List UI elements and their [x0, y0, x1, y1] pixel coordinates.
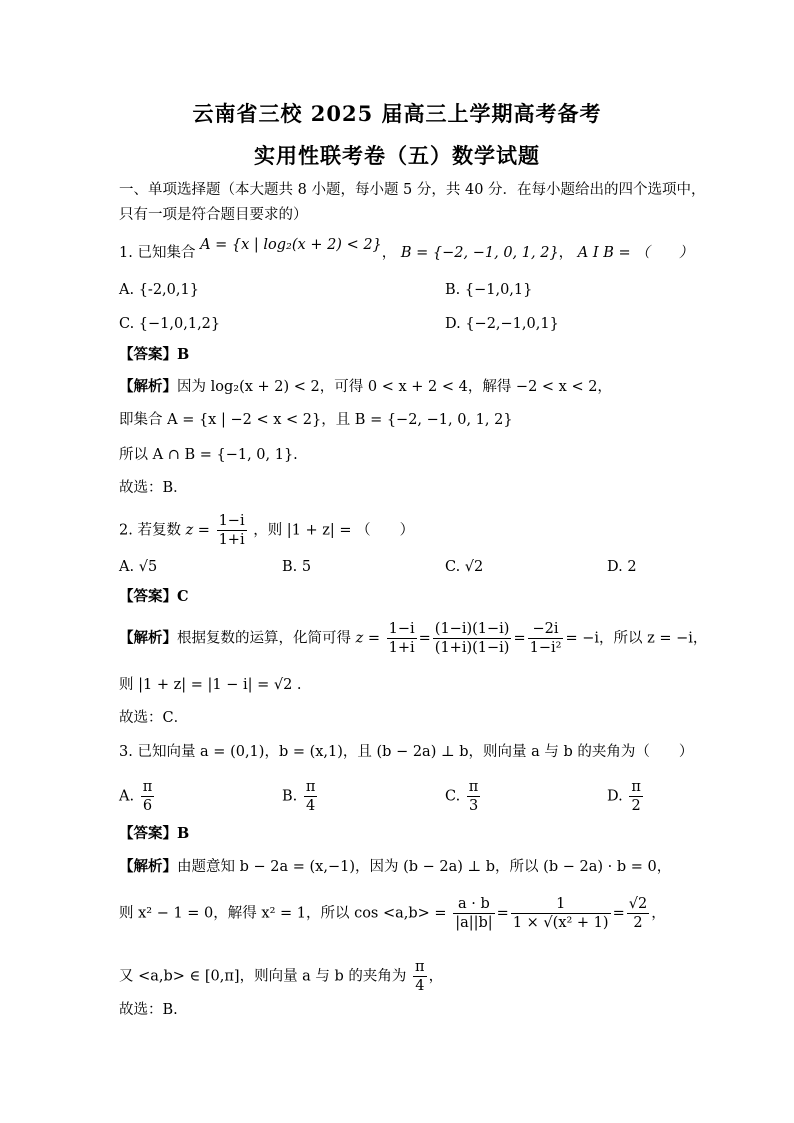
q2-analysis-1: 【解析】根据复数的运算，化简可得 z = $\frac{1-i}{1+i}$ = $\frac{(1-i)(1-i)}{(1+i)(1-i)}$ = $\frac{-2i}{\text{1−i²}}$ = −i，所以 z = −i， [119, 621, 708, 656]
option-label: D. [445, 316, 461, 332]
option-text: {-2,0,1} [138, 282, 199, 298]
q1-stem [119, 237, 694, 263]
option-label: C. [119, 316, 135, 332]
fraction-numerator: −2i [528, 620, 564, 639]
q2-stem-suffix: ，则 |1 + z| = （ ） [253, 522, 415, 539]
q3-option-c [445, 778, 482, 815]
q2-analysis-fraction-2 [433, 620, 512, 657]
option-text: 5 [301, 559, 312, 575]
fraction-numerator: (1−i)(1−i) [434, 621, 510, 637]
analysis-prefix: 又 <a,b> ∈ [0,π]，则向量 a 与 b 的夹角为 [119, 968, 407, 985]
q2-option-b [282, 557, 311, 577]
fraction-denominator: 6 [142, 798, 153, 814]
option-label: B. [282, 788, 298, 805]
fraction-denominator: |a||b| [455, 915, 493, 931]
q3-analysis-2: 则 x² − 1 = 0，解得 x² = 1，所以 cos <a,b> = $\frac{a \cdot b}{|a||b|}$ = $\frac{1}{\text{1 × √(x² + 1)}}$ = $\frac{√2}{2}$ ， [119, 896, 666, 931]
q3-option-d [607, 778, 645, 815]
analysis-text: 由题意知 b − 2a = (x,−1)，因为 (b − 2a) ⊥ b，所以 (b − 2a) · b = 0， [177, 859, 672, 875]
fraction-numerator: a · b [453, 895, 494, 914]
q1-stem-prefix: 1. 已知集合 [119, 245, 196, 261]
q3-analysis-fraction-3 [627, 895, 649, 932]
exam-title-line-2: 实用性联考卷（五）数学试题 [254, 143, 540, 168]
q2-option-d [607, 557, 637, 577]
analysis-label: 【解析】 [119, 629, 177, 647]
q2-answer: 【答案】C [119, 588, 189, 605]
q1-sep-1: ， [381, 245, 397, 261]
option-label: D. [607, 559, 623, 575]
q2-analysis-2: 则 |1 + z| = |1 − i| = √2 . [119, 677, 302, 693]
fraction-numerator: π [468, 779, 479, 795]
q1-set-a: A = {x | log₂(x + 2) < 2} [200, 237, 382, 253]
fraction-denominator: 1 × √(x² + 1) [512, 915, 609, 931]
q1-set-b: B = {−2, −1, 0, 1, 2} [400, 245, 559, 261]
q3-choose: 故选：B. [119, 1002, 178, 1018]
q3-stem: 3. 已知向量 a = (0,1)，b = (x,1)，且 (b − 2a) ⊥ b，则向量 a 与 b 的夹角为（ ） [119, 744, 694, 760]
fraction-denominator: 4 [306, 798, 316, 814]
option-label: D. [607, 788, 623, 805]
fraction-denominator: 1−i² [529, 640, 562, 656]
q1-option-a [119, 280, 199, 300]
q2-fraction [217, 512, 247, 549]
fraction-numerator: π [305, 779, 316, 795]
q2-analysis-fraction-3 [528, 620, 564, 657]
fraction-numerator: 1 [511, 895, 611, 914]
q3-analysis-3 [119, 958, 443, 995]
q1-option-b [445, 280, 532, 300]
analysis-label: 【解析】 [119, 858, 177, 875]
fraction-denominator: 1+i [388, 640, 415, 656]
analysis-label: 【解析】 [119, 378, 177, 395]
q3-analysis-fraction-4 [413, 958, 427, 995]
fraction-denominator: 1+i [218, 532, 245, 548]
q3-option-b [282, 778, 319, 815]
q1-sep-2: ， [558, 245, 574, 261]
fraction-denominator: (1+i)(1−i) [434, 640, 510, 656]
option-text: √5 [138, 559, 158, 575]
q3-answer: 【答案】B [119, 825, 190, 842]
exam-title-line-1: 云南省三校 2025 届高三上学期高考备考 [192, 101, 602, 126]
q2-stem-prefix: 2. 若复数 [119, 522, 181, 539]
analysis-suffix: = −i，所以 z = −i， [565, 630, 708, 647]
analysis-prefix: 根据复数的运算，化简可得 [177, 630, 351, 647]
q2-choose: 故选：C． [119, 710, 189, 726]
option-label: B. [445, 282, 461, 298]
option-label: C. [445, 788, 461, 805]
q2-stem [119, 512, 414, 549]
analysis-suffix: ， [428, 968, 444, 985]
fraction-denominator: 2 [633, 915, 643, 931]
option-text: 2 [627, 559, 637, 575]
fraction-numerator: π [631, 779, 641, 795]
option-label: C. [445, 559, 461, 575]
fraction-denominator: 4 [415, 978, 425, 994]
q3-analysis-fraction-2 [511, 895, 611, 932]
q2-z-eq: z = [185, 522, 210, 539]
q1-ask: A I B = （ ） [577, 245, 694, 261]
q3-option-a [119, 778, 156, 815]
fraction-denominator: 2 [631, 798, 641, 814]
fraction-numerator: 1−i [388, 621, 415, 637]
option-label: B. [282, 559, 298, 575]
q1-choose: 故选：B． [119, 480, 188, 496]
option-text: {−2,−1,0,1} [465, 316, 559, 332]
analysis-text: 因为 log₂(x + 2) < 2，可得 0 < x + 2 < 4，解得 −2 < x < 2， [177, 379, 612, 395]
option-label: A. [119, 788, 135, 805]
q2-option-c [445, 557, 483, 577]
option-label: A. [119, 559, 135, 575]
q3-analysis-fraction-1 [453, 895, 494, 932]
fraction-denominator: 3 [468, 798, 479, 814]
q1-analysis-1 [119, 377, 612, 397]
q3-analysis-1 [119, 857, 671, 877]
analysis-suffix: ， [651, 905, 666, 922]
analysis-prefix: 则 x² − 1 = 0，解得 x² = 1，所以 cos <a,b> = [119, 905, 447, 922]
option-text: {−1,0,1} [464, 282, 533, 298]
section-heading-2: 只有一项是符合题目要求的） [119, 207, 308, 223]
option-text: √2 [464, 559, 484, 575]
option-label: A. [119, 282, 135, 298]
fraction-numerator: π [415, 959, 425, 975]
section-heading-1: 一、单项选择题（本大题共 8 小题，每小题 5 分，共 40 分．在每小题给出的四个选项中， [119, 182, 706, 198]
fraction-numerator: 1−i [218, 513, 245, 529]
q1-analysis-3: 所以 A ∩ B = {−1, 0, 1}. [119, 447, 298, 463]
fraction-numerator: √2 [628, 896, 648, 912]
q2-option-a [119, 557, 157, 577]
q1-option-c [119, 314, 220, 334]
fraction-numerator: π [142, 779, 153, 795]
q2-analysis-fraction-1 [387, 620, 417, 657]
q1-analysis-2: 即集合 A = {x | −2 < x < 2}，且 B = {−2, −1, 0, 1, 2} [119, 412, 513, 428]
q1-option-d [445, 314, 559, 334]
q1-answer: 【答案】B [119, 346, 190, 363]
option-text: {−1,0,1,2} [138, 316, 221, 332]
